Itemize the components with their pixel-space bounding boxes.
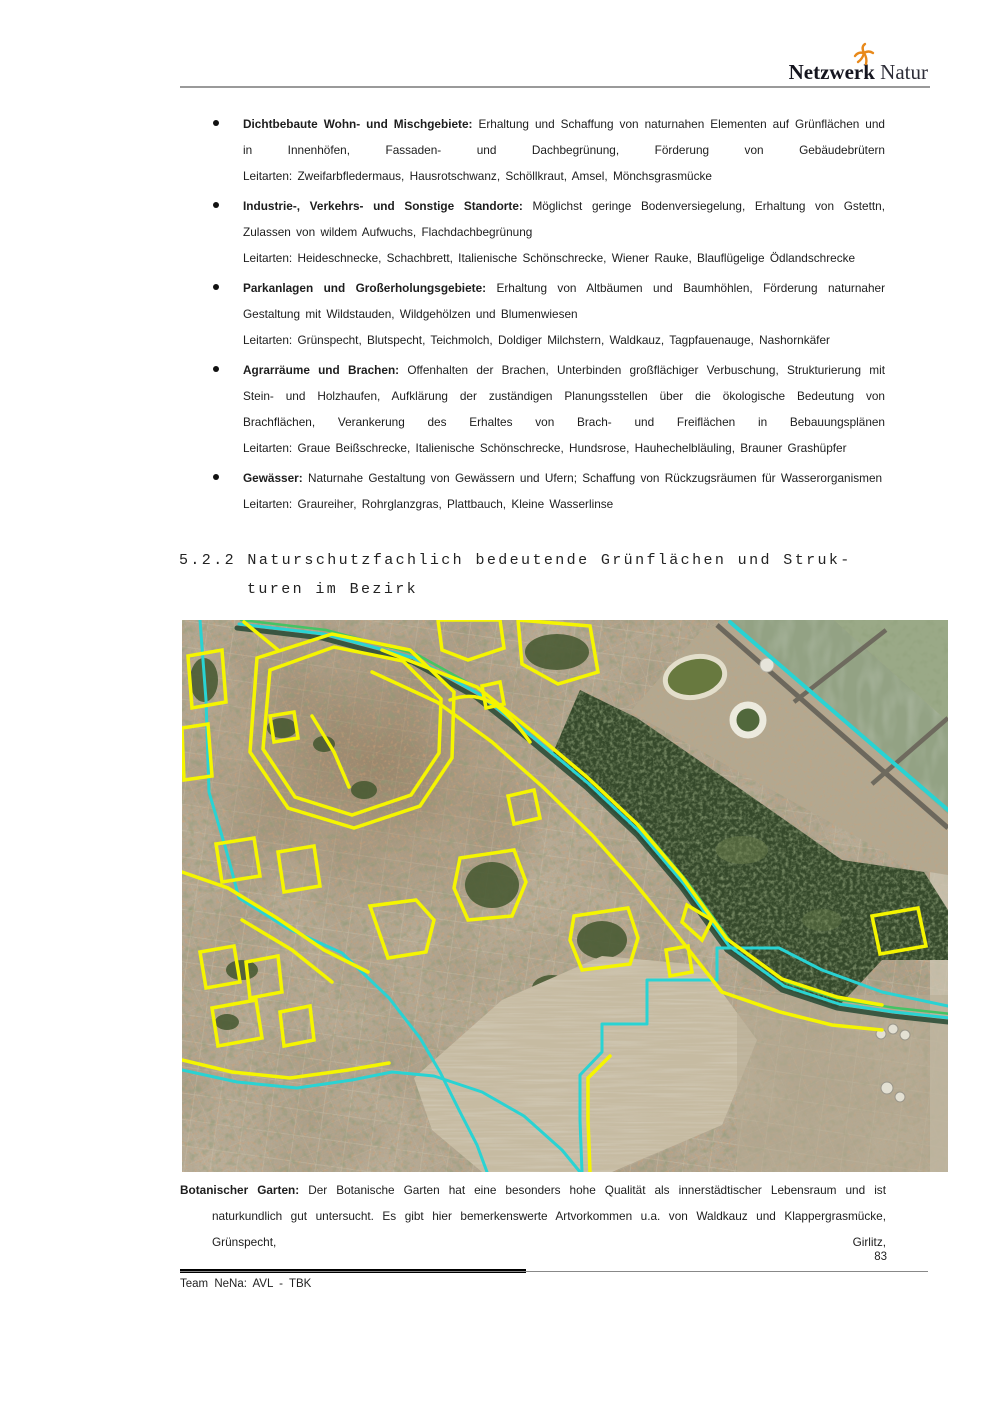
botanical-garden-paragraph [180, 1177, 886, 1255]
bullet-text: Möglichst geringe Bodenversiegelung, Erhaltung von Gstettn, Zulassen von wildem Aufwuchs, Flachdachbegrünung [243, 199, 885, 239]
bullet-text: Offenhalten der Brachen, Unterbinden großflächiger Verbuschung, Strukturierung mit Stein- und Holzhaufen, Aufklärung der zuständigen Planungsstellen über die ökologische Bedeutung von Brachflächen, Verankerung des Erhaltes von Brach- und Freiflächen in Bebauungsplänen [243, 363, 886, 429]
page-number: 83 [874, 1251, 887, 1263]
section-heading [179, 546, 852, 604]
bullet-label: Industrie-, Verkehrs- und Sonstige Standorte: [243, 199, 523, 213]
logo-figure-icon [852, 42, 876, 72]
aerial-map-svg [182, 620, 948, 1172]
brand-bold: Netzwerk [788, 60, 875, 84]
bullet-marker [213, 474, 219, 480]
leitarten-line: Leitarten: Zweifarbfledermaus, Hausrotschwanz, Schöllkraut, Amsel, Mönchsgrasmücke [243, 169, 712, 183]
leitarten-line: Leitarten: Graue Beißschrecke, Italienische Schönschrecke, Hundsrose, Hauhechelbläuling, Brauner Grashüpfer [243, 441, 847, 455]
leitarten-line: Leitarten: Heideschnecke, Schachbrett, Italienische Schönschrecke, Wiener Rauke, Blauflügelige Ödlandschrecke [243, 251, 856, 265]
leitarten-line: Leitarten: Grünspecht, Blutspecht, Teichmolch, Doldiger Milchstern, Waldkauz, Tagpfauenauge, Nashornkäfer [243, 333, 830, 347]
footer-rule-thin [180, 1271, 928, 1272]
bullet-marker [213, 120, 219, 126]
list-item [213, 465, 885, 517]
bullet-text: Erhaltung von Altbäumen und Baumhöhlen, Förderung naturnaher Gestaltung mit Wildstauden, Wildgehölzen und Blumenwiesen [243, 281, 886, 321]
leitarten-line: Leitarten: Graureiher, Rohrglanzgras, Plattbauch, Kleine Wasserlinse [243, 497, 614, 511]
industrial-zone [737, 995, 948, 1172]
footer-team-label: Team NeNa: AVL - TBK [180, 1278, 312, 1290]
bullet-label: Gewässer: [243, 471, 303, 485]
netzwerk-natur-logo [778, 60, 928, 85]
header-rule [180, 86, 930, 88]
bullet-label: Parkanlagen und Großerholungsgebiete: [243, 281, 487, 295]
bullet-marker [213, 366, 219, 372]
paragraph-label: Botanischer Garten: [180, 1183, 300, 1197]
bullet-label: Dichtbebaute Wohn- und Mischgebiete: [243, 117, 473, 131]
section-number: 5.2.2 [179, 552, 237, 569]
bullet-label: Agrarräume und Brachen: [243, 363, 400, 377]
list-item [213, 275, 885, 353]
bullet-marker [213, 202, 219, 208]
bullet-text: Naturnahe Gestaltung von Gewässern und Ufern; Schaffung von Rückzugsräumen für Wasserorganismen [307, 471, 883, 485]
brand-light: Natur [880, 60, 928, 84]
section-title-line1: Naturschutzfachlich bedeutende Grünflächen und Struk- [247, 552, 852, 569]
bullet-marker [213, 284, 219, 290]
list-item [213, 193, 885, 271]
paragraph-text: Der Botanische Garten hat eine besonders hohe Qualität als innerstädtischer Lebensraum und ist naturkundlich gut untersucht. Es gibt hier bemerkenswerte Artvorkommen u.a. von Waldkauz und Klappergrasmücke, Grünspecht, Girlitz, [212, 1183, 886, 1249]
measures-bullet-list [213, 111, 885, 521]
section-title-line2: turen im Bezirk [247, 581, 419, 598]
bullet-text: Erhaltung und Schaffung von naturnahen Elementen auf Grünflächen und in Innenhöfen, Fassaden- und Dachbegrünung, Förderung von Gebäudebrütern [243, 117, 885, 157]
list-item [213, 111, 885, 189]
list-item [213, 357, 885, 461]
stadium-ring [733, 705, 763, 735]
district-aerial-map [182, 620, 948, 1172]
